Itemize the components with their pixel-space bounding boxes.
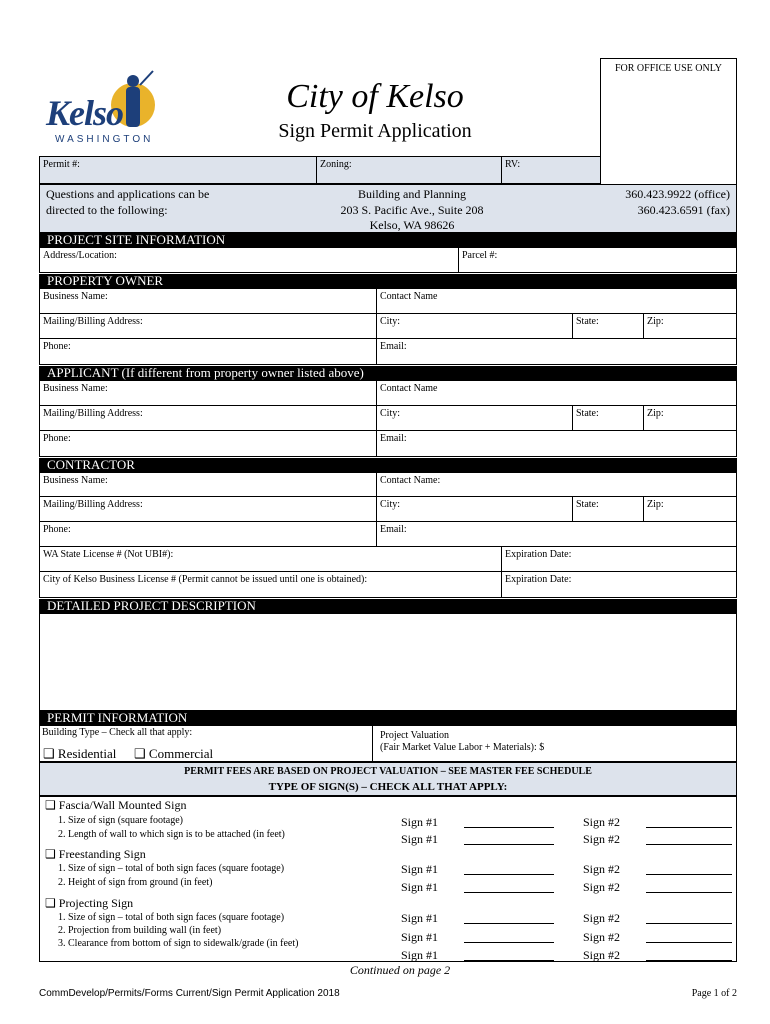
sign-1-label: Sign #1 <box>401 880 439 894</box>
sign-1-input[interactable] <box>464 827 554 828</box>
sign-1-label: Sign #1 <box>401 911 439 925</box>
projecting-checkbox[interactable]: ❑ Projecting Sign <box>45 896 134 910</box>
city-license-field[interactable]: City of Kelso Business License # (Permit cannot be issued until one is obtained): <box>39 571 502 598</box>
owner-city-field[interactable]: City: <box>376 313 573 339</box>
sign-2-input[interactable] <box>646 923 732 924</box>
owner-contact-field[interactable]: Contact Name <box>376 288 737 314</box>
applicant-city-field[interactable]: City: <box>376 405 573 431</box>
sign-2-label: Sign #2 <box>583 948 621 962</box>
permit-number-field[interactable]: Permit #: <box>39 156 317 184</box>
valuation-sub-label: (Fair Market Value Labor + Materials): $ <box>380 742 545 753</box>
sign-2-label: Sign #2 <box>583 832 621 846</box>
checkbox-icon: ❑ <box>45 798 56 812</box>
section-property-owner: PROPERTY OWNER <box>39 274 737 288</box>
sign-2-label: Sign #2 <box>583 815 621 829</box>
section-permit-information: PERMIT INFORMATION <box>39 711 737 725</box>
applicant-contact-field[interactable]: Contact Name <box>376 380 737 406</box>
sign-1-label: Sign #1 <box>401 948 439 962</box>
owner-state-field[interactable]: State: <box>572 313 644 339</box>
contact-line1: Questions and applications can be <box>46 187 210 201</box>
sign-1-input[interactable] <box>464 892 554 893</box>
contact-dept: Building and Planning <box>358 187 466 201</box>
page-title: City of Kelso <box>286 78 464 115</box>
contact-address2: Kelso, WA 98626 <box>369 218 455 232</box>
sign-1-input[interactable] <box>464 960 554 961</box>
contractor-city-field[interactable]: City: <box>376 496 573 522</box>
residential-checkbox[interactable]: ❑ Residential <box>43 746 117 761</box>
owner-zip-field[interactable]: Zip: <box>643 313 737 339</box>
checkbox-icon: ❑ <box>45 896 56 910</box>
sign-types-heading: TYPE OF SIGN(S) – CHECK ALL THAT APPLY: <box>268 781 508 793</box>
owner-business-field[interactable]: Business Name: <box>39 288 377 314</box>
rv-field[interactable]: RV: <box>501 156 601 184</box>
building-type-label: Building Type – Check all that apply: <box>42 727 193 738</box>
sign-2-input[interactable] <box>646 874 732 875</box>
contractor-license-field[interactable]: WA State License # (Not UBI#): <box>39 546 502 572</box>
sign-2-label: Sign #2 <box>583 911 621 925</box>
footer-path: CommDevelop/Permits/Forms Current/Sign Permit Application 2018 <box>39 988 340 999</box>
description-textarea[interactable] <box>39 613 737 711</box>
sign-2-input[interactable] <box>646 892 732 893</box>
contractor-mailing-field[interactable]: Mailing/Billing Address: <box>39 496 377 522</box>
contractor-email-field[interactable]: Email: <box>376 521 737 547</box>
sign-2-label: Sign #2 <box>583 880 621 894</box>
page-subtitle: Sign Permit Application <box>278 120 472 142</box>
applicant-business-field[interactable]: Business Name: <box>39 380 377 406</box>
contact-address1: 203 S. Pacific Ave., Suite 208 <box>340 203 484 217</box>
fascia-item-1: 1. Size of sign (square footage) <box>58 815 183 826</box>
office-use-box <box>600 58 737 186</box>
projecting-item-2: 2. Projection from building wall (in feet) <box>58 925 222 936</box>
sign-2-input[interactable] <box>646 844 732 845</box>
sign-2-label: Sign #2 <box>583 862 621 876</box>
freestanding-checkbox[interactable]: ❑ Freestanding Sign <box>45 847 146 861</box>
address-field[interactable]: Address/Location: <box>39 247 459 273</box>
section-applicant: APPLICANT (If different from property owner listed above) <box>39 366 737 380</box>
sign-1-input[interactable] <box>464 874 554 875</box>
checkbox-icon: ❑ <box>45 847 56 861</box>
logo-name: Kelso <box>46 93 124 133</box>
city-license-expiration[interactable]: Expiration Date: <box>501 571 737 598</box>
applicant-email-field[interactable]: Email: <box>376 430 737 457</box>
freestanding-item-1: 1. Size of sign – total of both sign faces (square footage) <box>58 863 285 874</box>
applicant-mailing-field[interactable]: Mailing/Billing Address: <box>39 405 377 431</box>
valuation-label: Project Valuation <box>380 730 449 741</box>
sign-2-input[interactable] <box>646 827 732 828</box>
sign-1-input[interactable] <box>464 844 554 845</box>
owner-mailing-field[interactable]: Mailing/Billing Address: <box>39 313 377 339</box>
contact-phone: 360.423.9922 (office) <box>625 187 730 201</box>
fascia-checkbox[interactable]: ❑ Fascia/Wall Mounted Sign <box>45 798 187 812</box>
contact-fax: 360.423.6591 (fax) <box>637 203 730 217</box>
commercial-checkbox[interactable]: ❑ Commercial <box>134 746 214 761</box>
owner-email-field[interactable]: Email: <box>376 338 737 365</box>
fascia-item-2: 2. Length of wall to which sign is to be attached (in feet) <box>58 829 285 840</box>
page-number: Page 1 of 2 <box>691 988 737 999</box>
section-contractor: CONTRACTOR <box>39 458 737 472</box>
freestanding-item-2: 2. Height of sign from ground (in feet) <box>58 877 213 888</box>
sign-1-label: Sign #1 <box>401 815 439 829</box>
projecting-item-1: 1. Size of sign – total of both sign faces (square footage) <box>58 912 285 923</box>
fees-note: PERMIT FEES ARE BASED ON PROJECT VALUATION – SEE MASTER FEE SCHEDULE <box>184 766 592 777</box>
applicant-state-field[interactable]: State: <box>572 405 644 431</box>
logo-sub: WASHINGTON <box>55 134 154 145</box>
applicant-phone-field[interactable]: Phone: <box>39 430 377 457</box>
sign-1-input[interactable] <box>464 942 554 943</box>
sign-1-label: Sign #1 <box>401 832 439 846</box>
section-description: DETAILED PROJECT DESCRIPTION <box>39 599 737 613</box>
sign-1-input[interactable] <box>464 923 554 924</box>
checkbox-icon: ❑ <box>43 746 55 761</box>
zoning-field[interactable]: Zoning: <box>316 156 502 184</box>
contractor-license-expiration[interactable]: Expiration Date: <box>501 546 737 572</box>
parcel-field[interactable]: Parcel #: <box>458 247 737 273</box>
contact-line2: directed to the following: <box>46 203 168 217</box>
owner-phone-field[interactable]: Phone: <box>39 338 377 365</box>
section-project-site: PROJECT SITE INFORMATION <box>39 233 737 247</box>
contractor-state-field[interactable]: State: <box>572 496 644 522</box>
sign-1-label: Sign #1 <box>401 862 439 876</box>
continued-note: Continued on page 2 <box>349 963 451 977</box>
sign-1-label: Sign #1 <box>401 930 439 944</box>
contractor-zip-field[interactable]: Zip: <box>643 496 737 522</box>
sign-2-label: Sign #2 <box>583 930 621 944</box>
contractor-phone-field[interactable]: Phone: <box>39 521 377 547</box>
contractor-business-field[interactable]: Business Name: <box>39 472 377 497</box>
projecting-item-3: 3. Clearance from bottom of sign to sidewalk/grade (in feet) <box>58 938 299 949</box>
contractor-contact-field[interactable]: Contact Name: <box>376 472 737 497</box>
sign-2-input[interactable] <box>646 960 732 961</box>
sign-2-input[interactable] <box>646 942 732 943</box>
checkbox-icon: ❑ <box>134 746 146 761</box>
applicant-zip-field[interactable]: Zip: <box>643 405 737 431</box>
office-use-label: FOR OFFICE USE ONLY <box>614 63 723 74</box>
